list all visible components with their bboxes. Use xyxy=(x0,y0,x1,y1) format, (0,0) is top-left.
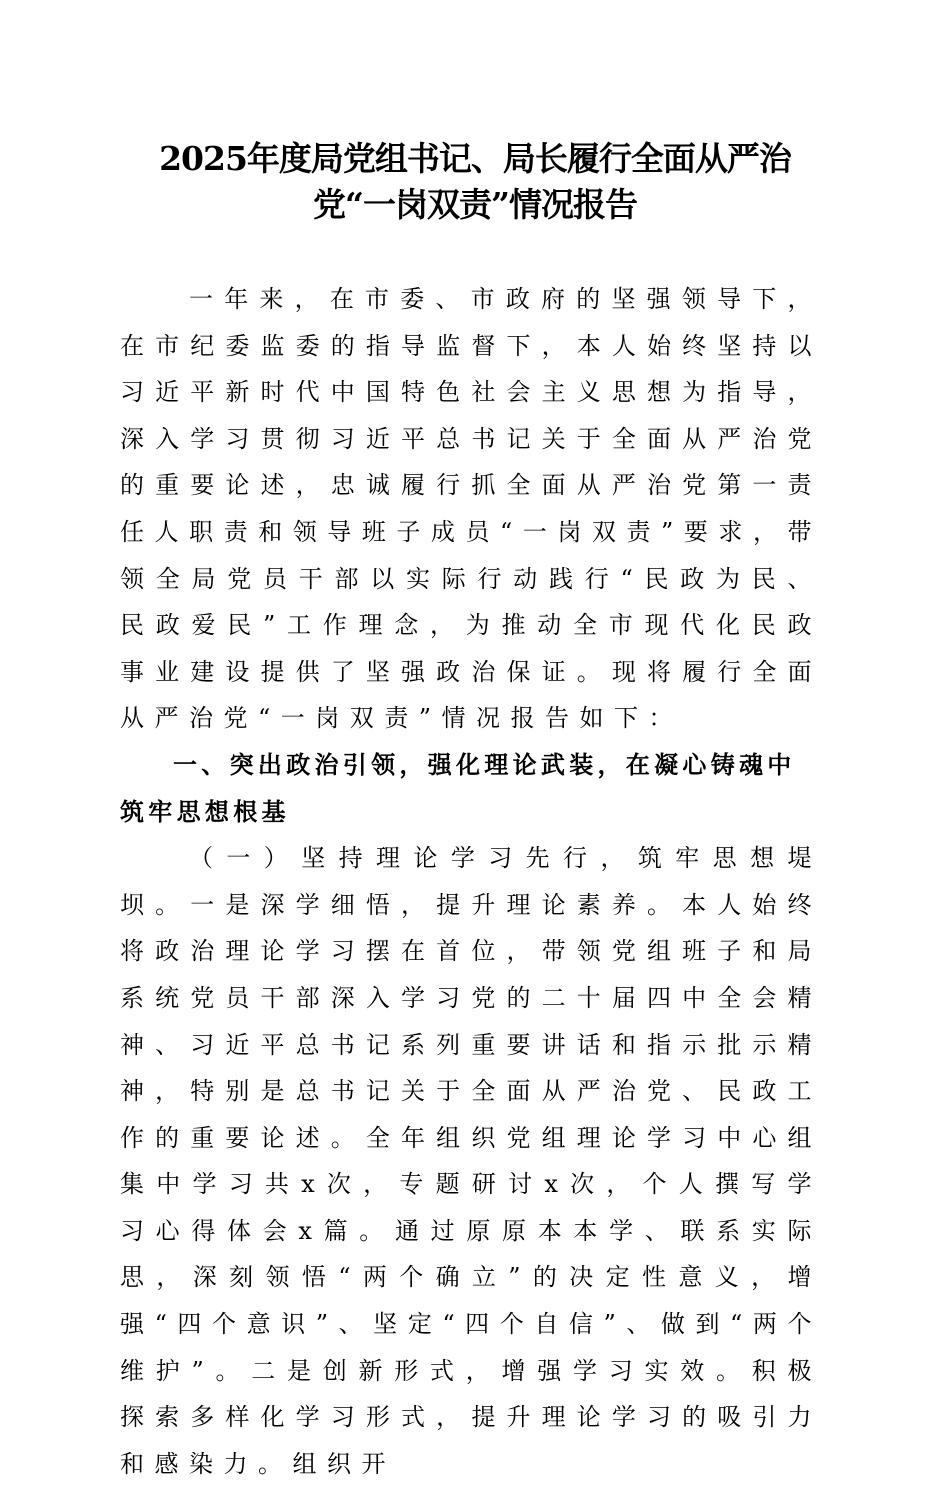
title-line-1: 2025年度局党组书记、局长履行全面从严治 xyxy=(159,139,791,178)
subsection-paragraph-1: （一）坚持理论学习先行，筑牢思想堤坝。一是深学细悟，提升理论素养。本人始终将政治理论学习摆在首位，带领党组班子和局系统党员干部深入学习党的二十届四中全会精神、习近平总书记系列重要讲话和指示批示精神，特别是总书记关于全面从严治党、民政工作的重要论述。全年组织党组理论学习中心组集中学习共x次，专题研讨x次，个人撰写学习心得体会x篇。通过原原本本学、联系实际思，深刻领悟“两个确立”的决定性意义，增强“四个意识”、坚定“四个自信”、做到“两个维护”。二是创新形式，增强学习实效。积极探索多样化学习形式，提升理论学习的吸引力和感染力。组织开 xyxy=(120,844,822,1478)
section-heading-1: 一、突出政治引领，强化理论武装，在凝心铸魂中筑牢思想根基 xyxy=(120,750,796,826)
document-body xyxy=(120,276,822,1487)
document-title xyxy=(100,136,850,228)
title-line-2: 党“一岗双责”情况报告 xyxy=(313,185,637,224)
intro-paragraph: 一年来，在市委、市政府的坚强领导下，在市纪委监委的指导监督下，本人始终坚持以习近平新时代中国特色社会主义思想为指导，深入学习贯彻习近平总书记关于全面从严治党的重要论述，忠诚履行抓全面从严治党第一责任人职责和领导班子成员“一岗双责”要求，带领全局党员干部以实际行动践行“民政为民、民政爱民”工作理念，为推动全市现代化民政事业建设提供了坚强政治保证。现将履行全面从严治党“一岗双责”情况报告如下： xyxy=(120,285,822,733)
